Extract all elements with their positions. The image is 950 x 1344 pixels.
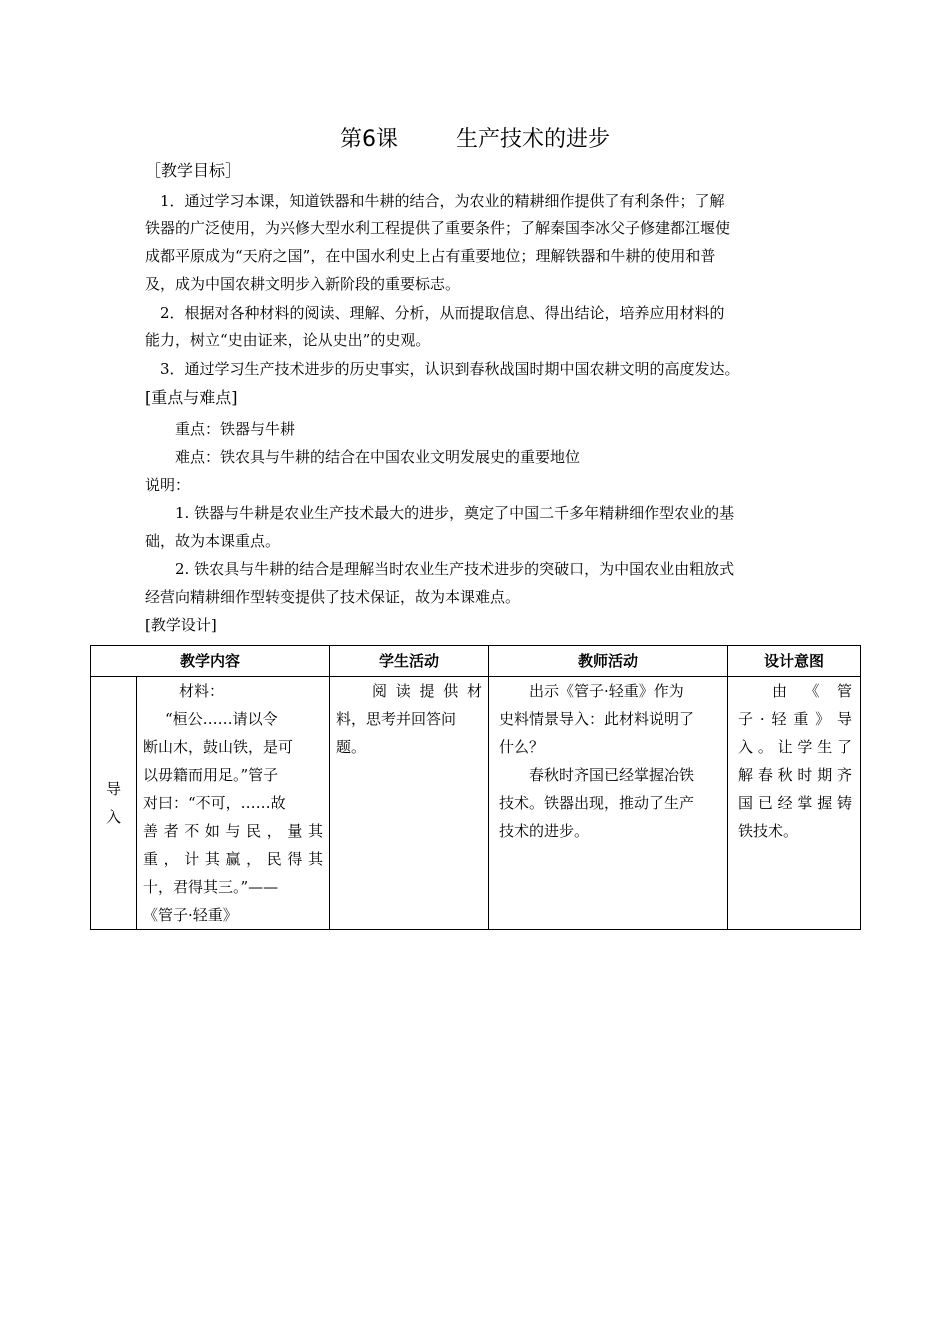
intent-line: 铁技术。 xyxy=(738,822,799,840)
stage-char-1: 导 xyxy=(105,780,121,798)
content-line: 材料： xyxy=(179,682,225,700)
table-row xyxy=(91,677,861,930)
note-1-line-1: 1. 铁器与牛耕是农业生产技术最大的进步，奠定了中国二千多年精耕细作型农业的基 xyxy=(175,504,735,522)
objectives-heading: ［教学目标］ xyxy=(145,161,242,180)
objective-2-line-1: 2．根据对各种材料的阅读、理解、分析，从而提取信息、得出结论，培养应用材料的 xyxy=(145,304,725,322)
intent-line: 国已经掌握铸 xyxy=(738,794,853,812)
student-line: 题。 xyxy=(336,738,367,756)
objective-2-line-2: 能力，树立“史由证来，论从史出”的史观。 xyxy=(145,331,431,349)
objective-1-line-1: 1．通过学习本课，知道铁器和牛耕的结合，为农业的精耕细作提供了有利条件；了解 xyxy=(145,192,725,210)
note-2-line-2: 经营向精耕细作型转变提供了技术保证，故为本课难点。 xyxy=(145,588,521,606)
page-title xyxy=(0,122,950,153)
teacher-line: 出示《管子·轻重》作为 xyxy=(529,682,684,700)
note-2-line-1: 2. 铁农具与牛耕的结合是理解当时农业生产技术进步的突破口，为中国农业由粗放式 xyxy=(175,560,735,578)
teacher-line: 什么？ xyxy=(499,738,545,756)
objective-1-line-3: 成都平原成为“天府之国”，在中国水利史上占有重要地位；理解铁器和牛耕的使用和普 xyxy=(145,247,716,265)
intent-line: 解春秋时期齐 xyxy=(738,766,853,784)
student-line: 阅读提供材 xyxy=(372,682,483,700)
student-line: 料，思考并回答问 xyxy=(336,710,457,728)
content-line: 断山木，鼓山铁，是可 xyxy=(143,738,294,756)
intent-line: 由《管 xyxy=(772,682,853,700)
content-line: 十，君得其三。”—— xyxy=(143,878,279,896)
content-line: 善者不如与民，量其 xyxy=(143,822,324,840)
design-table xyxy=(90,645,861,930)
design-heading: [教学设计] xyxy=(145,616,217,634)
content-cell xyxy=(137,677,330,930)
difficulty-text: 难点：铁农具与牛耕的结合在中国农业文明发展史的重要地位 xyxy=(175,448,581,466)
lesson-name: 生产技术的进步 xyxy=(455,127,610,152)
column-header-teacher: 教师活动 xyxy=(489,646,728,677)
stage-cell xyxy=(91,677,137,930)
table-header-row xyxy=(91,646,861,677)
stage-char-2: 入 xyxy=(105,808,121,826)
content-line: 重，计其赢，民得其 xyxy=(143,850,324,868)
intent-cell xyxy=(728,677,861,930)
content-line: 对曰：“不可，……故 xyxy=(143,794,286,812)
column-header-content: 教学内容 xyxy=(91,646,330,677)
column-header-student: 学生活动 xyxy=(330,646,489,677)
note-1-line-2: 础，故为本课重点。 xyxy=(145,532,281,550)
note-label: 说明： xyxy=(145,476,191,494)
lesson-number: 第6课 xyxy=(339,127,398,152)
focus-text: 重点：铁器与牛耕 xyxy=(175,420,296,438)
intent-line: 入。让学生了 xyxy=(738,738,853,756)
teacher-cell xyxy=(489,677,728,930)
objective-3-line-1: 3．通过学习生产技术进步的历史事实，认识到春秋战国时期中国农耕文明的高度发达。 xyxy=(145,360,740,378)
column-header-intent: 设计意图 xyxy=(728,646,861,677)
keypoints-heading: [重点与难点] xyxy=(145,388,238,407)
teacher-line: 史料情景导入：此材料说明了 xyxy=(499,710,695,728)
teacher-line: 技术。铁器出现，推动了生产 xyxy=(499,794,695,812)
objective-1-line-4: 及，成为中国农耕文明步入新阶段的重要标志。 xyxy=(145,275,461,293)
content-line: 《管子·轻重》 xyxy=(143,906,238,924)
teacher-line: 技术的进步。 xyxy=(499,822,590,840)
teacher-line: 春秋时齐国已经掌握冶铁 xyxy=(529,766,695,784)
content-line: 以毋籍而用足。”管子 xyxy=(143,766,279,784)
content-line: “桓公……请以令 xyxy=(165,710,278,728)
objective-1-line-2: 铁器的广泛使用，为兴修大型水利工程提供了重要条件；了解秦国李冰父子修建都江堰使 xyxy=(145,219,731,237)
student-cell xyxy=(330,677,489,930)
intent-line: 子·轻重》导 xyxy=(738,710,853,728)
